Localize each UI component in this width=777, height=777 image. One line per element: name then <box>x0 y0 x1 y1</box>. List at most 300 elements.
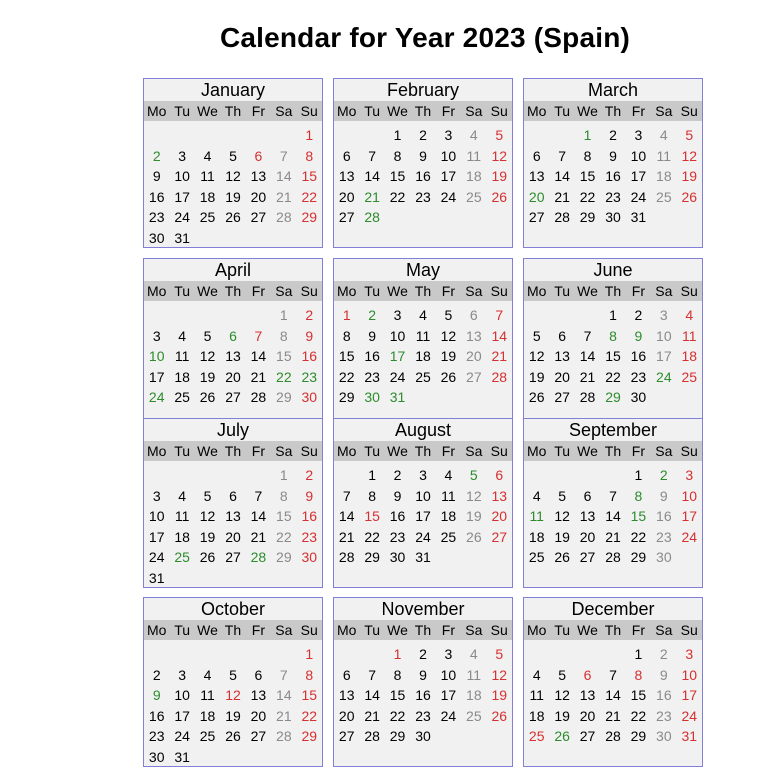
day-cell-weekday: 13 <box>250 168 267 184</box>
day-cell-weekday: 13 <box>250 687 267 703</box>
weekday-label: Th <box>604 103 622 119</box>
week-row <box>334 706 512 727</box>
day-cell-weekday: 21 <box>250 528 267 545</box>
day-cell-saturday: 22 <box>276 528 292 545</box>
day-cell-weekday: 8 <box>393 666 402 683</box>
weekday-label: Tu <box>364 283 381 299</box>
day-cell-sunday: 1 <box>305 646 314 662</box>
day-cell-sunday: 11 <box>681 327 697 344</box>
empty-day-cell <box>549 305 574 326</box>
day-cell-weekday: 21 <box>554 188 570 205</box>
day-cell-weekday: 26 <box>528 389 545 405</box>
week-row <box>144 506 322 527</box>
day-cell-weekday: 6 <box>558 327 567 344</box>
day-cell-sunday: 5 <box>685 127 694 143</box>
month-days <box>524 301 702 408</box>
day-cell-regional-holiday: 11 <box>529 508 544 524</box>
day-cell-weekday: 22 <box>605 368 621 385</box>
empty-day-cell <box>297 228 322 249</box>
week-row <box>144 726 322 747</box>
weekday-header <box>524 441 702 461</box>
weekday-label: Tu <box>364 443 381 459</box>
weekday-label: Mo <box>336 103 357 119</box>
day-cell-weekday: 2 <box>419 646 427 662</box>
empty-day-cell <box>169 644 194 665</box>
week-row <box>144 665 322 686</box>
week-row <box>334 125 512 146</box>
day-cell-weekday: 22 <box>630 707 647 724</box>
weekday-header <box>334 620 512 640</box>
month-name: December <box>571 599 655 619</box>
day-cell-saturday: 15 <box>276 508 292 524</box>
day-cell-weekday: 9 <box>419 147 427 164</box>
day-cell-weekday: 26 <box>199 549 216 565</box>
day-cell-weekday: 15 <box>630 687 647 703</box>
empty-day-cell <box>651 207 676 228</box>
day-cell-weekday: 28 <box>605 728 621 744</box>
day-cell-weekday: 17 <box>174 188 190 205</box>
week-row <box>144 706 322 727</box>
day-cell-weekday: 31 <box>630 209 647 225</box>
empty-day-cell <box>169 465 194 486</box>
day-cell-weekday: 26 <box>225 728 241 744</box>
day-cell-sunday: 12 <box>491 666 508 683</box>
day-cell-saturday: 4 <box>469 127 478 143</box>
day-cell-saturday: 4 <box>659 127 668 143</box>
day-cell-weekday: 27 <box>528 209 545 225</box>
day-cell-weekday: 27 <box>554 389 570 405</box>
empty-day-cell <box>220 305 245 326</box>
day-cell-sunday: 24 <box>681 528 698 545</box>
day-cell-weekday: 17 <box>148 368 165 385</box>
day-cell-weekday: 14 <box>554 168 570 184</box>
day-cell-saturday: 11 <box>466 147 482 164</box>
day-cell-weekday: 8 <box>393 147 402 164</box>
day-cell-saturday: 7 <box>279 147 288 164</box>
day-cell-saturday: 30 <box>656 549 672 565</box>
empty-day-cell <box>246 125 271 146</box>
day-cell-weekday: 28 <box>364 728 380 744</box>
month-name: January <box>200 80 266 100</box>
day-cell-weekday: 29 <box>338 389 355 405</box>
empty-day-cell <box>549 125 574 146</box>
day-cell-weekday: 23 <box>605 188 621 205</box>
day-cell-weekday: 18 <box>440 508 457 524</box>
day-cell-sunday: 30 <box>301 549 318 565</box>
day-cell-weekday: 28 <box>605 549 621 565</box>
empty-day-cell <box>359 644 384 665</box>
weekday-label: Th <box>604 283 622 299</box>
day-cell-weekday: 14 <box>364 687 380 703</box>
month-days <box>144 461 322 588</box>
day-cell-regional-holiday: 5 <box>469 467 478 483</box>
week-row <box>334 547 512 568</box>
day-cell-regional-holiday: 24 <box>656 368 672 385</box>
weekday-label: Sa <box>655 443 673 459</box>
month-days <box>144 121 322 248</box>
day-cell-sunday: 1 <box>305 127 314 143</box>
day-cell-weekday: 5 <box>229 147 237 164</box>
day-cell-weekday: 3 <box>178 147 187 164</box>
day-cell-weekday: 8 <box>342 327 351 344</box>
week-row <box>524 527 702 548</box>
day-cell-weekday: 13 <box>338 168 355 184</box>
weekday-label: Sa <box>275 103 293 119</box>
weekday-label: Tu <box>554 622 571 638</box>
day-cell-national-holiday: 12 <box>225 687 241 703</box>
day-cell-saturday: 27 <box>466 368 482 385</box>
day-cell-weekday: 14 <box>605 687 621 703</box>
empty-day-cell <box>195 125 220 146</box>
day-cell-weekday: 22 <box>579 188 596 205</box>
day-cell-weekday: 27 <box>579 549 596 565</box>
month-days <box>334 640 512 747</box>
month-name: September <box>568 420 658 440</box>
weekday-header <box>524 101 702 121</box>
day-cell-weekday: 19 <box>225 707 241 724</box>
day-cell-weekday: 19 <box>554 707 570 724</box>
day-cell-weekday: 27 <box>250 728 267 744</box>
day-cell-weekday: 11 <box>529 687 544 703</box>
day-cell-weekday: 31 <box>148 569 165 586</box>
week-row <box>144 527 322 548</box>
weekday-label: Fr <box>631 283 645 299</box>
day-cell-weekday: 24 <box>440 188 457 205</box>
day-cell-weekday: 28 <box>250 389 267 405</box>
weekday-label: Tu <box>364 103 381 119</box>
day-cell-weekday: 9 <box>152 168 161 184</box>
day-cell-weekday: 23 <box>364 368 380 385</box>
month-may <box>333 258 513 428</box>
weekday-label: Mo <box>146 283 167 299</box>
day-cell-saturday: 23 <box>656 528 672 545</box>
day-cell-sunday: 2 <box>305 307 314 323</box>
day-cell-weekday: 17 <box>630 168 647 184</box>
day-cell-weekday: 22 <box>389 707 406 724</box>
month-november <box>333 597 513 767</box>
empty-day-cell <box>524 125 549 146</box>
weekday-label: Su <box>680 622 698 638</box>
empty-day-cell <box>144 644 169 665</box>
day-cell-weekday: 17 <box>148 528 165 545</box>
month-december <box>523 597 703 767</box>
day-cell-sunday: 26 <box>681 188 698 205</box>
weekday-label: We <box>197 443 218 459</box>
weekday-header <box>144 281 322 301</box>
week-row <box>144 747 322 768</box>
day-cell-weekday: 16 <box>364 348 380 364</box>
day-cell-weekday: 8 <box>583 147 592 164</box>
empty-day-cell <box>436 207 461 228</box>
day-cell-weekday: 27 <box>338 209 355 225</box>
day-cell-weekday: 16 <box>605 168 621 184</box>
day-cell-weekday: 25 <box>415 368 431 385</box>
empty-day-cell <box>271 644 296 665</box>
day-cell-weekday: 31 <box>174 229 190 246</box>
day-cell-weekday: 30 <box>148 748 165 765</box>
day-cell-weekday: 29 <box>579 209 596 225</box>
day-cell-sunday: 26 <box>491 707 508 724</box>
day-cell-weekday: 24 <box>174 728 190 744</box>
day-cell-weekday: 16 <box>148 707 165 724</box>
weekday-label: Fr <box>631 622 645 638</box>
day-cell-weekday: 3 <box>178 666 187 683</box>
month-june <box>523 258 703 428</box>
day-cell-sunday: 10 <box>681 666 698 683</box>
day-cell-weekday: 11 <box>174 508 190 524</box>
weekday-label: Th <box>224 283 242 299</box>
day-cell-weekday: 12 <box>528 348 545 364</box>
day-cell-sunday: 14 <box>491 327 508 344</box>
day-cell-weekday: 19 <box>199 368 216 385</box>
week-row <box>334 146 512 167</box>
day-cell-weekday: 5 <box>558 487 567 504</box>
day-cell-weekday: 24 <box>440 707 457 724</box>
day-cell-regional-holiday: 29 <box>605 389 621 405</box>
day-cell-saturday: 19 <box>466 508 482 524</box>
weekday-label: Tu <box>174 443 191 459</box>
empty-day-cell <box>271 747 296 768</box>
day-cell-national-holiday: 6 <box>583 666 592 683</box>
day-cell-weekday: 12 <box>199 508 216 524</box>
day-cell-sunday: 21 <box>491 348 508 364</box>
day-cell-weekday: 19 <box>440 348 457 364</box>
day-cell-weekday: 9 <box>393 487 402 504</box>
day-cell-weekday: 1 <box>368 467 377 483</box>
weekday-label: Su <box>300 622 318 638</box>
month-days <box>524 461 702 568</box>
empty-day-cell <box>651 387 676 408</box>
day-cell-saturday: 18 <box>656 168 672 184</box>
day-cell-weekday: 30 <box>389 549 406 565</box>
week-row <box>144 326 322 347</box>
week-row <box>524 367 702 388</box>
day-cell-regional-holiday: 17 <box>389 348 406 364</box>
empty-day-cell <box>524 305 549 326</box>
empty-day-cell <box>297 747 322 768</box>
empty-day-cell <box>195 465 220 486</box>
weekday-label: Sa <box>655 622 673 638</box>
weekday-label: Sa <box>465 103 483 119</box>
day-cell-weekday: 14 <box>364 168 380 184</box>
day-cell-sunday: 28 <box>491 368 508 385</box>
day-cell-weekday: 14 <box>579 348 596 364</box>
day-cell-sunday: 17 <box>681 687 698 703</box>
empty-day-cell <box>600 644 625 665</box>
day-cell-regional-holiday: 9 <box>634 327 643 344</box>
empty-day-cell <box>220 747 245 768</box>
day-cell-weekday: 29 <box>630 728 647 744</box>
empty-day-cell <box>144 465 169 486</box>
day-cell-weekday: 21 <box>605 707 621 724</box>
day-cell-weekday: 10 <box>174 687 190 703</box>
day-cell-weekday: 11 <box>200 687 215 703</box>
day-cell-weekday: 6 <box>342 147 351 164</box>
day-cell-weekday: 27 <box>225 549 241 565</box>
weekday-label: We <box>577 103 598 119</box>
day-cell-weekday: 31 <box>174 748 190 765</box>
week-row <box>524 665 702 686</box>
weekday-label: We <box>197 283 218 299</box>
day-cell-weekday: 3 <box>634 127 643 143</box>
empty-day-cell <box>549 644 574 665</box>
day-cell-weekday: 7 <box>558 147 567 164</box>
weekday-label: Tu <box>174 283 191 299</box>
day-cell-weekday: 28 <box>579 389 596 405</box>
day-cell-weekday: 18 <box>528 528 545 545</box>
week-row <box>524 547 702 568</box>
month-name: October <box>200 599 266 619</box>
empty-day-cell <box>524 465 549 486</box>
month-name: July <box>216 420 249 440</box>
day-cell-sunday: 2 <box>305 467 314 483</box>
day-cell-weekday: 9 <box>368 327 377 344</box>
empty-day-cell <box>334 125 359 146</box>
day-cell-regional-holiday: 10 <box>148 348 165 364</box>
week-row <box>524 486 702 507</box>
day-cell-weekday: 10 <box>389 327 406 344</box>
day-cell-weekday: 7 <box>609 487 617 504</box>
day-cell-weekday: 24 <box>415 528 431 545</box>
empty-day-cell <box>195 228 220 249</box>
week-row <box>334 726 512 747</box>
day-cell-saturday: 25 <box>466 188 482 205</box>
day-cell-weekday: 15 <box>605 348 621 364</box>
week-row <box>144 305 322 326</box>
day-cell-regional-holiday: 2 <box>659 467 668 483</box>
day-cell-weekday: 25 <box>199 728 216 744</box>
day-cell-regional-holiday: 2 <box>152 147 161 164</box>
day-cell-weekday: 24 <box>174 209 190 225</box>
weekday-label: Fr <box>441 622 455 638</box>
day-cell-weekday: 27 <box>250 209 267 225</box>
day-cell-saturday: 3 <box>659 307 668 323</box>
weekday-label: Th <box>414 103 432 119</box>
day-cell-weekday: 4 <box>532 666 541 683</box>
week-row <box>144 367 322 388</box>
empty-day-cell <box>169 568 194 589</box>
weekday-label: Su <box>490 103 508 119</box>
day-cell-weekday: 3 <box>393 307 402 323</box>
day-cell-weekday: 25 <box>440 528 457 545</box>
month-march <box>523 78 703 248</box>
day-cell-regional-holiday: 24 <box>148 389 165 405</box>
week-row <box>144 486 322 507</box>
day-cell-sunday: 4 <box>685 307 694 323</box>
weekday-label: Su <box>680 103 698 119</box>
empty-day-cell <box>271 125 296 146</box>
week-row <box>524 387 702 408</box>
day-cell-weekday: 19 <box>225 188 241 205</box>
day-cell-weekday: 11 <box>415 327 431 344</box>
day-cell-regional-holiday: 23 <box>301 368 318 385</box>
week-row <box>524 644 702 665</box>
empty-day-cell <box>169 305 194 326</box>
weekday-label: Su <box>490 443 508 459</box>
month-august <box>333 418 513 588</box>
weekday-label: Mo <box>146 443 167 459</box>
weekday-label: Th <box>604 622 622 638</box>
empty-day-cell <box>144 305 169 326</box>
weekday-label: Su <box>300 443 318 459</box>
day-cell-national-holiday: 1 <box>342 307 351 323</box>
day-cell-weekday: 6 <box>254 666 263 683</box>
day-cell-weekday: 5 <box>203 327 212 344</box>
month-days <box>524 640 702 747</box>
day-cell-sunday: 25 <box>681 368 698 385</box>
day-cell-weekday: 4 <box>532 487 541 504</box>
week-row <box>334 346 512 367</box>
day-cell-sunday: 15 <box>301 168 318 184</box>
week-row <box>334 207 512 228</box>
day-cell-weekday: 22 <box>630 528 647 545</box>
empty-day-cell <box>195 305 220 326</box>
empty-day-cell <box>334 644 359 665</box>
weekday-label: Th <box>414 283 432 299</box>
empty-day-cell <box>246 644 271 665</box>
day-cell-weekday: 1 <box>609 307 617 323</box>
empty-day-cell <box>220 644 245 665</box>
empty-day-cell <box>410 387 435 408</box>
week-row <box>334 465 512 486</box>
day-cell-saturday: 9 <box>659 666 668 683</box>
empty-day-cell <box>359 125 384 146</box>
day-cell-weekday: 2 <box>393 467 402 483</box>
week-row <box>144 187 322 208</box>
empty-day-cell <box>487 547 512 568</box>
day-cell-weekday: 25 <box>174 389 190 405</box>
month-days <box>334 461 512 568</box>
day-cell-weekday: 20 <box>250 188 267 205</box>
day-cell-weekday: 26 <box>554 549 570 565</box>
weekday-label: Su <box>490 622 508 638</box>
day-cell-weekday: 21 <box>605 528 621 545</box>
day-cell-weekday: 23 <box>630 368 647 385</box>
day-cell-saturday: 25 <box>656 188 672 205</box>
day-cell-saturday: 4 <box>469 646 478 662</box>
calendar-grid <box>143 78 706 772</box>
week-row <box>524 465 702 486</box>
day-cell-weekday: 26 <box>225 209 241 225</box>
day-cell-weekday: 6 <box>342 666 351 683</box>
day-cell-weekday: 4 <box>203 666 212 683</box>
empty-day-cell <box>271 228 296 249</box>
day-cell-weekday: 7 <box>368 666 377 683</box>
day-cell-weekday: 21 <box>364 707 380 724</box>
empty-day-cell <box>436 387 461 408</box>
week-row <box>334 305 512 326</box>
day-cell-weekday: 23 <box>389 528 406 545</box>
weekday-header <box>144 101 322 121</box>
week-row <box>524 346 702 367</box>
day-cell-sunday: 3 <box>685 467 694 483</box>
weekday-label: Sa <box>275 443 293 459</box>
week-row <box>334 685 512 706</box>
week-row <box>524 207 702 228</box>
day-cell-weekday: 7 <box>254 487 263 504</box>
empty-day-cell <box>195 644 220 665</box>
month-january <box>143 78 323 248</box>
day-cell-regional-holiday: 6 <box>229 327 237 344</box>
day-cell-sunday: 22 <box>301 188 318 205</box>
month-days <box>334 301 512 408</box>
week-row <box>334 187 512 208</box>
day-cell-regional-holiday: 22 <box>276 368 292 385</box>
day-cell-saturday: 1 <box>279 307 288 323</box>
day-cell-weekday: 10 <box>415 487 431 504</box>
day-cell-weekday: 13 <box>579 508 596 524</box>
day-cell-saturday: 18 <box>466 687 482 703</box>
